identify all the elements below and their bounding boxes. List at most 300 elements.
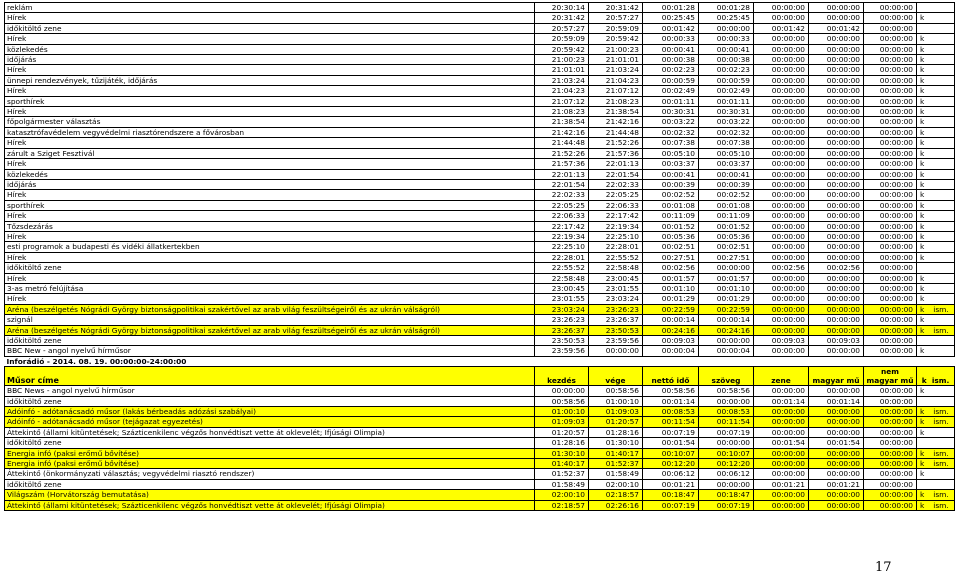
cell-k: k xyxy=(920,252,925,262)
cell-name: Hírek xyxy=(5,190,535,200)
cell-k: k xyxy=(920,211,925,221)
cell-hu-work: 00:00:00 xyxy=(864,336,917,346)
cell-k-ism xyxy=(917,294,955,304)
cell-k-ism xyxy=(917,263,955,273)
cell-start: 21:52:26 xyxy=(535,148,589,158)
cell-k: k xyxy=(920,190,925,200)
cell-k-ism xyxy=(917,117,955,127)
cell-k: k xyxy=(920,34,925,44)
cell-net: 00:01:42 xyxy=(643,23,699,33)
cell-start: 20:31:42 xyxy=(535,13,589,23)
cell-hu-music: 00:00:00 xyxy=(809,304,864,314)
cell-start: 01:00:10 xyxy=(535,407,589,417)
cell-start: 02:00:10 xyxy=(535,490,589,500)
cell-hu-work: 00:00:00 xyxy=(864,127,917,137)
cell-music: 00:00:00 xyxy=(754,459,809,469)
cell-start: 22:55:52 xyxy=(535,263,589,273)
cell-end: 23:50:53 xyxy=(589,325,643,335)
cell-hu-music: 00:00:00 xyxy=(809,3,864,13)
cell-k-ism xyxy=(917,231,955,241)
cell-net: 00:11:09 xyxy=(643,211,699,221)
cell-name: időjárás xyxy=(5,179,535,189)
cell-hu-work: 00:00:00 xyxy=(864,107,917,117)
cell-hu-music: 00:00:00 xyxy=(809,386,864,396)
cell-name: Adóinfó - adótanácsadó műsor (lakás bérbeadás adózási szabályai) xyxy=(5,407,535,417)
cell-hu-work: 00:00:00 xyxy=(864,386,917,396)
cell-hu-work: 00:00:00 xyxy=(864,55,917,65)
cell-k-ism xyxy=(917,179,955,189)
table-row xyxy=(5,13,955,23)
cell-net: 00:00:38 xyxy=(643,55,699,65)
cell-ism: ism. xyxy=(933,448,949,458)
cell-end: 01:00:10 xyxy=(589,396,643,406)
cell-hu-music: 00:00:00 xyxy=(809,75,864,85)
cell-k: k xyxy=(920,490,925,500)
cell-start: 21:07:12 xyxy=(535,96,589,106)
cell-k-ism xyxy=(917,55,955,65)
table-row xyxy=(5,407,955,417)
cell-hu-work: 00:00:00 xyxy=(864,86,917,96)
cell-net: 00:01:57 xyxy=(643,273,699,283)
cell-start: 20:57:27 xyxy=(535,23,589,33)
cell-net: 00:08:53 xyxy=(643,407,699,417)
cell-end: 22:19:34 xyxy=(589,221,643,231)
cell-hu-work: 00:00:00 xyxy=(864,304,917,314)
cell-end: 23:00:45 xyxy=(589,273,643,283)
cell-k-ism xyxy=(917,479,955,489)
cell-end: 20:59:42 xyxy=(589,34,643,44)
cell-name: 3-as metró felújítása xyxy=(5,283,535,293)
cell-k-ism xyxy=(917,127,955,137)
cell-name: Áttekintő (állami kitüntetések; Százticenkilenc végzős honvédtiszt vette át oklevelét; Ifjúsági Olimpia) xyxy=(5,427,535,437)
cell-text: 00:00:41 xyxy=(699,44,754,54)
cell-text: 00:27:51 xyxy=(699,252,754,262)
cell-name: BBC News - angol nyelvű hírműsor xyxy=(5,386,535,396)
cell-k: k xyxy=(920,407,925,417)
cell-music: 00:00:00 xyxy=(754,107,809,117)
cell-start: 01:20:57 xyxy=(535,427,589,437)
cell-start: 21:03:24 xyxy=(535,75,589,85)
cell-k: k xyxy=(920,427,925,437)
cell-name: Hírek xyxy=(5,231,535,241)
header-start: kezdés xyxy=(535,367,589,386)
cell-net: 00:01:52 xyxy=(643,221,699,231)
cell-name: Hírek xyxy=(5,107,535,117)
cell-end: 21:08:23 xyxy=(589,96,643,106)
table-row xyxy=(5,44,955,54)
cell-k-ism xyxy=(917,3,955,13)
cell-end: 22:58:48 xyxy=(589,263,643,273)
cell-name: Hírek xyxy=(5,294,535,304)
cell-hu-music: 00:00:00 xyxy=(809,252,864,262)
cell-name: időkitöltő zene xyxy=(5,23,535,33)
cell-k: k xyxy=(920,304,925,314)
cell-hu-music: 00:00:00 xyxy=(809,273,864,283)
cell-music: 00:00:00 xyxy=(754,283,809,293)
header-net: nettó idő xyxy=(643,367,699,386)
cell-name: Hírek xyxy=(5,211,535,221)
cell-end: 22:06:33 xyxy=(589,200,643,210)
cell-text: 00:58:56 xyxy=(699,386,754,396)
table-row xyxy=(5,490,955,500)
cell-k-ism xyxy=(917,13,955,23)
cell-k-ism xyxy=(917,346,955,356)
cell-net: 00:24:16 xyxy=(643,325,699,335)
cell-end: 20:59:09 xyxy=(589,23,643,33)
cell-k: k xyxy=(920,138,925,148)
cell-k: k xyxy=(920,346,925,356)
table-row xyxy=(5,252,955,262)
table-row xyxy=(5,231,955,241)
cell-hu-music: 00:01:21 xyxy=(809,479,864,489)
cell-end: 22:55:52 xyxy=(589,252,643,262)
table-row xyxy=(5,325,955,335)
column-header xyxy=(5,367,955,386)
cell-hu-work: 00:00:00 xyxy=(864,190,917,200)
cell-music: 00:00:00 xyxy=(754,273,809,283)
header-name: Műsor címe xyxy=(5,367,535,386)
cell-name: Tőzsdezárás xyxy=(5,221,535,231)
cell-name: Aréna (beszélgetés Nógrádi György biztonságpolitikai szakértővel az arab világ feszültségeiről és az ukrán válságról) xyxy=(5,304,535,314)
cell-k-ism xyxy=(917,304,955,314)
cell-hu-music: 00:00:00 xyxy=(809,200,864,210)
header-ism: ism. xyxy=(931,376,950,386)
cell-k-ism xyxy=(917,407,955,417)
cell-k: k xyxy=(920,55,925,65)
cell-k: k xyxy=(920,386,925,396)
cell-name: Hírek xyxy=(5,86,535,96)
cell-k: k xyxy=(920,459,925,469)
cell-hu-work: 00:00:00 xyxy=(864,346,917,356)
cell-net: 00:18:47 xyxy=(643,490,699,500)
cell-music: 00:00:00 xyxy=(754,427,809,437)
table-row xyxy=(5,283,955,293)
cell-music: 00:00:00 xyxy=(754,96,809,106)
cell-text: 00:12:20 xyxy=(699,459,754,469)
cell-ism: ism. xyxy=(933,459,949,469)
cell-k-ism xyxy=(917,44,955,54)
cell-hu-work: 00:00:00 xyxy=(864,65,917,75)
cell-hu-music: 00:00:00 xyxy=(809,138,864,148)
cell-ism: ism. xyxy=(933,304,949,314)
cell-text: 00:00:00 xyxy=(699,396,754,406)
table-row xyxy=(5,336,955,346)
cell-text: 00:01:29 xyxy=(699,294,754,304)
cell-name: időkitöltő zene xyxy=(5,263,535,273)
cell-hu-music: 00:00:00 xyxy=(809,190,864,200)
cell-text: 00:22:59 xyxy=(699,304,754,314)
cell-end: 23:26:37 xyxy=(589,315,643,325)
cell-k: k xyxy=(920,179,925,189)
cell-hu-work: 00:00:00 xyxy=(864,138,917,148)
cell-hu-music: 00:00:00 xyxy=(809,469,864,479)
cell-k: k xyxy=(920,96,925,106)
cell-hu-music: 00:00:00 xyxy=(809,117,864,127)
cell-hu-music: 00:00:00 xyxy=(809,346,864,356)
cell-k: k xyxy=(920,231,925,241)
cell-hu-music: 00:00:00 xyxy=(809,221,864,231)
cell-k-ism xyxy=(917,23,955,33)
cell-text: 00:00:00 xyxy=(699,479,754,489)
cell-start: 23:01:55 xyxy=(535,294,589,304)
cell-net: 00:05:36 xyxy=(643,231,699,241)
cell-k-ism xyxy=(917,86,955,96)
cell-text: 00:01:28 xyxy=(699,3,754,13)
cell-net: 00:02:52 xyxy=(643,190,699,200)
cell-hu-music: 00:01:42 xyxy=(809,23,864,33)
cell-hu-music: 00:00:00 xyxy=(809,169,864,179)
cell-end: 20:57:27 xyxy=(589,13,643,23)
cell-text: 00:24:16 xyxy=(699,325,754,335)
cell-net: 00:01:10 xyxy=(643,283,699,293)
cell-hu-work: 00:00:00 xyxy=(864,242,917,252)
cell-music: 00:00:00 xyxy=(754,75,809,85)
cell-start: 23:00:45 xyxy=(535,283,589,293)
cell-start: 21:08:23 xyxy=(535,107,589,117)
cell-k: k xyxy=(920,75,925,85)
cell-net: 00:01:21 xyxy=(643,479,699,489)
cell-net: 00:27:51 xyxy=(643,252,699,262)
cell-end: 01:52:37 xyxy=(589,459,643,469)
cell-hu-work: 00:00:00 xyxy=(864,273,917,283)
table-row xyxy=(5,148,955,158)
cell-hu-work: 00:00:00 xyxy=(864,448,917,458)
cell-music: 00:00:00 xyxy=(754,148,809,158)
cell-hu-work: 00:00:00 xyxy=(864,469,917,479)
cell-name: Energia infó (paksi erőmű bővítése) xyxy=(5,448,535,458)
cell-hu-work: 00:00:00 xyxy=(864,231,917,241)
cell-text: 00:07:38 xyxy=(699,138,754,148)
cell-net: 00:00:41 xyxy=(643,169,699,179)
cell-name: időjárás xyxy=(5,55,535,65)
cell-start: 21:57:36 xyxy=(535,159,589,169)
cell-ism: ism. xyxy=(933,417,949,427)
cell-net: 00:00:14 xyxy=(643,315,699,325)
cell-hu-work: 00:00:00 xyxy=(864,13,917,23)
cell-name: Adóinfó - adótanácsadó műsor (tejágazat egyezetés) xyxy=(5,417,535,427)
cell-music: 00:00:00 xyxy=(754,417,809,427)
cell-k: k xyxy=(920,325,925,335)
cell-net: 00:02:49 xyxy=(643,86,699,96)
table-row xyxy=(5,315,955,325)
cell-start: 22:28:01 xyxy=(535,252,589,262)
cell-music: 00:00:00 xyxy=(754,211,809,221)
cell-ism: ism. xyxy=(933,325,949,335)
cell-name: sporthírek xyxy=(5,200,535,210)
cell-net: 00:02:23 xyxy=(643,65,699,75)
cell-music: 00:00:00 xyxy=(754,346,809,356)
cell-text: 00:00:39 xyxy=(699,179,754,189)
cell-net: 00:00:33 xyxy=(643,34,699,44)
cell-start: 22:25:10 xyxy=(535,242,589,252)
cell-text: 00:02:23 xyxy=(699,65,754,75)
cell-end: 02:00:10 xyxy=(589,479,643,489)
table-row xyxy=(5,127,955,137)
table-row xyxy=(5,438,955,448)
cell-text: 00:00:00 xyxy=(699,263,754,273)
cell-k-ism xyxy=(917,34,955,44)
cell-hu-music: 00:00:00 xyxy=(809,96,864,106)
cell-name: Energia infó (paksi erőmű bővítése) xyxy=(5,459,535,469)
table-row xyxy=(5,211,955,221)
cell-music: 00:00:00 xyxy=(754,13,809,23)
cell-text: 00:11:09 xyxy=(699,211,754,221)
cell-k: k xyxy=(920,315,925,325)
cell-start: 21:44:48 xyxy=(535,138,589,148)
cell-name: sporthírek xyxy=(5,96,535,106)
cell-music: 00:00:00 xyxy=(754,242,809,252)
cell-end: 22:05:25 xyxy=(589,190,643,200)
cell-start: 20:59:09 xyxy=(535,34,589,44)
cell-music: 00:00:00 xyxy=(754,190,809,200)
table-row xyxy=(5,346,955,356)
cell-music: 00:00:00 xyxy=(754,179,809,189)
cell-music: 00:00:00 xyxy=(754,86,809,96)
cell-net: 00:00:59 xyxy=(643,75,699,85)
cell-name: esti programok a budapesti és vidéki állatkertekben xyxy=(5,242,535,252)
cell-end: 23:01:55 xyxy=(589,283,643,293)
cell-start: 21:38:54 xyxy=(535,117,589,127)
cell-end: 21:01:01 xyxy=(589,55,643,65)
table-row xyxy=(5,55,955,65)
cell-text: 00:18:47 xyxy=(699,490,754,500)
cell-start: 21:01:01 xyxy=(535,65,589,75)
cell-ism: ism. xyxy=(933,500,949,510)
cell-net: 00:06:12 xyxy=(643,469,699,479)
table-row xyxy=(5,273,955,283)
cell-hu-work: 00:00:00 xyxy=(864,96,917,106)
cell-hu-music: 00:00:00 xyxy=(809,211,864,221)
cell-end: 00:58:56 xyxy=(589,386,643,396)
cell-name: ünnepi rendezvények, tűzijáték, időjárás xyxy=(5,75,535,85)
cell-k: k xyxy=(920,86,925,96)
cell-end: 01:30:10 xyxy=(589,438,643,448)
cell-hu-music: 00:00:00 xyxy=(809,283,864,293)
cell-end: 01:40:17 xyxy=(589,448,643,458)
cell-k-ism xyxy=(917,386,955,396)
cell-net: 00:07:19 xyxy=(643,427,699,437)
cell-hu-work: 00:00:00 xyxy=(864,263,917,273)
cell-hu-work: 00:00:00 xyxy=(864,438,917,448)
cell-end: 00:00:00 xyxy=(589,346,643,356)
cell-music: 00:00:00 xyxy=(754,44,809,54)
cell-name: reklám xyxy=(5,3,535,13)
cell-end: 21:07:12 xyxy=(589,86,643,96)
cell-net: 00:03:22 xyxy=(643,117,699,127)
cell-net: 00:02:32 xyxy=(643,127,699,137)
cell-net: 00:00:39 xyxy=(643,179,699,189)
cell-hu-music: 00:00:00 xyxy=(809,55,864,65)
cell-end: 20:31:42 xyxy=(589,3,643,13)
cell-hu-work: 00:00:00 xyxy=(864,44,917,54)
cell-start: 22:06:33 xyxy=(535,211,589,221)
section-heading xyxy=(5,356,955,366)
cell-end: 01:58:49 xyxy=(589,469,643,479)
cell-text: 00:05:10 xyxy=(699,148,754,158)
cell-music: 00:01:42 xyxy=(754,23,809,33)
cell-net: 00:01:14 xyxy=(643,396,699,406)
cell-net: 00:01:08 xyxy=(643,200,699,210)
cell-hu-work: 00:00:00 xyxy=(864,159,917,169)
header-text: szöveg xyxy=(699,367,754,386)
cell-k-ism xyxy=(917,315,955,325)
cell-music: 00:00:00 xyxy=(754,448,809,458)
cell-hu-music: 00:00:00 xyxy=(809,107,864,117)
table-row xyxy=(5,221,955,231)
cell-name: Hírek xyxy=(5,34,535,44)
cell-name: Hírek xyxy=(5,159,535,169)
cell-k-ism xyxy=(917,242,955,252)
cell-hu-work: 00:00:00 xyxy=(864,490,917,500)
cell-k-ism xyxy=(917,200,955,210)
cell-hu-music: 00:00:00 xyxy=(809,407,864,417)
cell-music: 00:00:00 xyxy=(754,200,809,210)
cell-net: 00:03:37 xyxy=(643,159,699,169)
cell-k: k xyxy=(920,159,925,169)
header-hu-work: nem magyar mű xyxy=(864,367,917,386)
cell-text: 00:01:11 xyxy=(699,96,754,106)
cell-text: 00:01:08 xyxy=(699,200,754,210)
cell-start: 22:01:13 xyxy=(535,169,589,179)
cell-hu-work: 00:00:00 xyxy=(864,459,917,469)
cell-hu-work: 00:00:00 xyxy=(864,211,917,221)
cell-name: Áttekintő (állami kitüntetések; Százticenkilenc végzős honvédtiszt vette át oklevelét; Ifjúsági Olimpia) xyxy=(5,500,535,510)
cell-text: 00:06:12 xyxy=(699,469,754,479)
table-row xyxy=(5,169,955,179)
cell-start: 02:18:57 xyxy=(535,500,589,510)
cell-k: k xyxy=(920,65,925,75)
cell-text: 00:01:10 xyxy=(699,283,754,293)
cell-end: 01:28:16 xyxy=(589,427,643,437)
cell-k: k xyxy=(920,44,925,54)
cell-text: 00:05:36 xyxy=(699,231,754,241)
cell-k: k xyxy=(920,283,925,293)
cell-music: 00:00:00 xyxy=(754,159,809,169)
cell-net: 00:25:45 xyxy=(643,13,699,23)
cell-text: 00:03:22 xyxy=(699,117,754,127)
header-music: zene xyxy=(754,367,809,386)
cell-start: 01:30:10 xyxy=(535,448,589,458)
cell-start: 21:04:23 xyxy=(535,86,589,96)
cell-name: időkitöltő zene xyxy=(5,479,535,489)
cell-hu-music: 00:00:00 xyxy=(809,86,864,96)
table-row xyxy=(5,107,955,117)
cell-start: 01:09:03 xyxy=(535,417,589,427)
cell-k-ism xyxy=(917,211,955,221)
schedule-block-2 xyxy=(5,386,955,511)
table-row xyxy=(5,23,955,33)
cell-net: 00:09:03 xyxy=(643,336,699,346)
cell-music: 00:00:00 xyxy=(754,304,809,314)
cell-k-ism xyxy=(917,75,955,85)
cell-k-ism xyxy=(917,65,955,75)
cell-net: 00:07:38 xyxy=(643,138,699,148)
cell-hu-music: 00:00:00 xyxy=(809,242,864,252)
cell-hu-music: 00:00:00 xyxy=(809,500,864,510)
cell-music: 00:01:54 xyxy=(754,438,809,448)
cell-k: k xyxy=(920,221,925,231)
cell-net: 00:00:04 xyxy=(643,346,699,356)
table-row xyxy=(5,469,955,479)
cell-k: k xyxy=(920,117,925,127)
cell-hu-music: 00:00:00 xyxy=(809,427,864,437)
cell-text: 00:03:37 xyxy=(699,159,754,169)
cell-hu-work: 00:00:00 xyxy=(864,34,917,44)
cell-hu-music: 00:00:00 xyxy=(809,325,864,335)
cell-end: 21:38:54 xyxy=(589,107,643,117)
cell-hu-work: 00:00:00 xyxy=(864,252,917,262)
cell-hu-work: 00:00:00 xyxy=(864,3,917,13)
